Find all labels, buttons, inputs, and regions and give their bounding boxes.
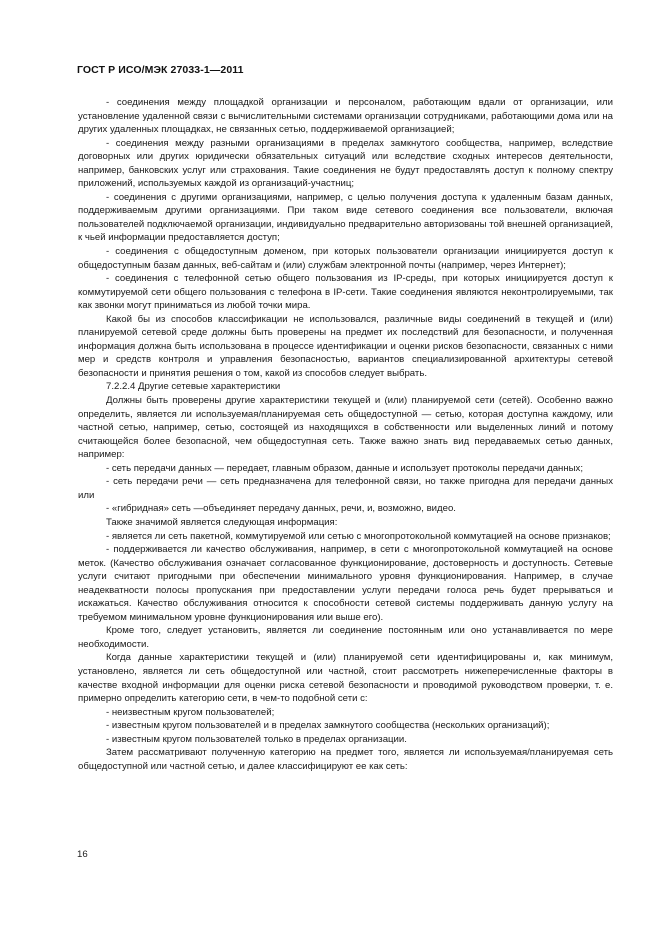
- paragraph: - сеть передачи речи — сеть предназначена для телефонной связи, но также пригодна для передачи данных или: [78, 476, 613, 501]
- section-heading: 7.2.2.4 Другие сетевые характеристики: [106, 381, 281, 393]
- paragraph: - соединения между разными организациями в пределах замкнутого сообщества, например, вследствие договорных или других юридически обязательных ситуаций или вследствие сходных интересов деятельности, например, банковских услуг или страхования. Такие соединения не будут предоставлять доступ к полному спектру приложений, используемых каждой из организаций-участниц;: [78, 137, 613, 190]
- paragraph: Кроме того, следует установить, является ли соединение постоянным или оно устанавливается по мере необходимости.: [78, 625, 613, 650]
- paragraph: - соединения с общедоступным доменом, при которых пользователи организации инициируется доступ к общедоступным базам данных, веб-сайтам и (или) службам электронной почты (например, через Интернет);: [78, 246, 613, 271]
- paragraph: Когда данные характеристики текущей и (или) планируемой сети идентифицированы и, как минимум, установлено, является ли сеть общедоступной или частной, стоит рассмотреть нижеперечисленные факторы в качестве входной информации для оценки риска сетевой безопасности и проводимой руководством проверки, т. е. примерно определить категорию сети, в чем-то подобной сети с:: [78, 652, 613, 705]
- document-body: [78, 96, 613, 773]
- document-header: ГОСТ Р ИСО/МЭК 27033-1—2011: [77, 64, 244, 76]
- paragraph: - «гибридная» сеть —объединяет передачу данных, речи, и, возможно, видео.: [106, 503, 456, 515]
- paragraph: - сеть передачи данных — передает, главным образом, данные и использует протоколы передачи данных;: [106, 462, 584, 474]
- paragraph: Какой бы из способов классификации не использовался, различные виды соединений в текущей и (или) планируемой сетевой среде должны быть проверены на предмет их последствий для безопасности, и полученная информация должна быть использована в процессе идентификации и оценки рисков безопасности, связанных с ними мер и средств контроля и управления безопасностью, вариантов специализированной архитектуры сетевой безопасности и принятия решения о том, какой из способов следует выбрать.: [78, 313, 613, 379]
- paragraph: - неизвестным кругом пользователей;: [106, 706, 275, 718]
- paragraph: Также значимой является следующая информация:: [106, 516, 338, 528]
- paragraph: - известным кругом пользователей только в пределах организации.: [106, 733, 407, 745]
- paragraph: Затем рассматривают полученную категорию на предмет того, является ли используемая/планируемая сеть общедоступной или частной сетью, и далее классифицируют ее как сеть:: [78, 747, 613, 772]
- page-number: 16: [77, 849, 88, 860]
- paragraph: - известным кругом пользователей и в пределах замкнутого сообщества (нескольких организаций);: [106, 720, 550, 732]
- paragraph: - соединения между площадкой организации и персоналом, работающим вдали от организации, или установление удаленной связи с вычислительными системами организации сотрудниками, работающими дома или на других удаленных площадках, не связанных сетью, поддерживаемой организацией;: [78, 97, 613, 136]
- paragraph: - является ли сеть пакетной, коммутируемой или сетью с многопротокольной коммутацией на основе признаков;: [106, 530, 611, 542]
- paragraph: - поддерживается ли качество обслуживания, например, в сети с многопротокольной коммутацией на основе меток. (Качество обслуживания означает согласованное функционирование, достоверность и доступность. Сетевые услуги считают пригодными при обеспечении минимального уровня функционирования. Например, в случае неадекватности полосы пропускания при предоставлении услуги передачи голоса речь будет прерываться и искажаться. Качество обслуживания относится к способности сетевой системы поддерживать данную услугу на требуемом минимальном уровне функционирования или выше его).: [78, 544, 613, 623]
- paragraph: - соединения с другими организациями, например, с целью получения доступа к удаленным базам данных, поддерживаемым другими организациями. При таком виде сетевого соединения все пользователи, включая пользователей подключаемой организации, индивидуально предварительно авторизованы той внешней организацией, к чьей информации предоставляется доступ;: [78, 191, 613, 244]
- paragraph: - соединения с телефонной сетью общего пользования из IP-среды, при которых инициируется доступ к коммутируемой сети общего пользования с телефона в IP-сети. Такие соединения являются неконтролируемыми, так как звонки могут приниматься из любой точки мира.: [78, 273, 613, 312]
- paragraph: Должны быть проверены другие характеристики текущей и (или) планируемой сети (сетей). Особенно важно определить, является ли используемая/планируемая сеть общедоступной — сетью, которая доступна каждому, или частной сетью, например, сетью, состоящей из находящихся в собственности или выделенных линий и потому считающейся более безопасной, чем общедоступная сеть. Также важно знать вид передаваемых сетью данных, например:: [78, 395, 613, 461]
